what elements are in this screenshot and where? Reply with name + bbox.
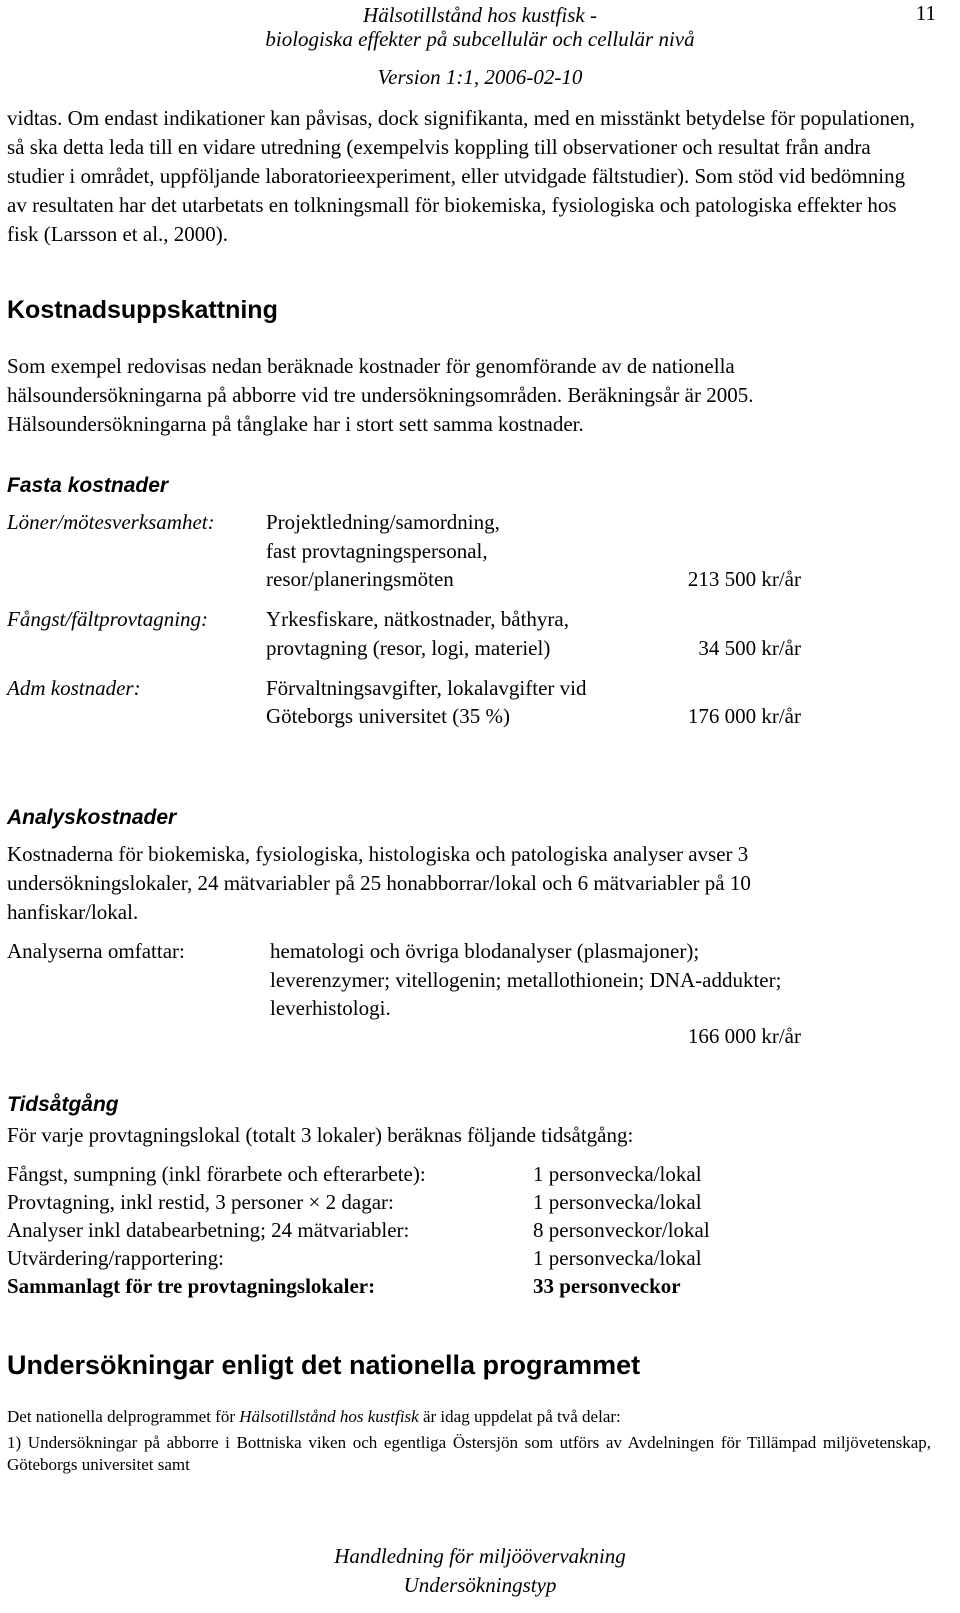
cost-label-fangst: Fångst/fältprovtagning: [7,607,209,631]
page-number: 11 [915,1,936,25]
heading-kostnadsuppskattning: Kostnadsuppskattning [7,296,278,324]
tid-value-2: 1 personvecka/lokal [533,1190,702,1214]
cost-desc-loner-2: fast provtagningspersonal, [266,539,488,563]
cost-amount-adm: 176 000 kr/år [687,704,801,728]
undersok-p1-italic: Hälsotillstånd hos kustfisk [239,1407,419,1426]
footer-line2: Undersökningstyp [403,1573,557,1597]
cost-amount-loner: 213 500 kr/år [687,567,801,591]
heading-analyskostnader: Analyskostnader [7,806,177,829]
cost-desc-fangst-1: Yrkesfiskare, nätkostnader, båthyra, [266,607,569,631]
header-version: Version 1:1, 2006-02-10 [377,65,583,89]
cost-desc-adm-2: Göteborgs universitet (35 %) [266,704,510,728]
cost-label-loner: Löner/mötesverksamhet: [7,510,215,534]
analys-amount: 166 000 kr/år [687,1024,801,1048]
tid-task-3: Analyser inkl databearbetning; 24 mätvariabler: [7,1218,410,1242]
undersok-p1-before: Det nationella delprogrammet för [7,1407,240,1426]
tid-task-4: Utvärdering/rapportering: [7,1246,224,1270]
cost-desc-adm-1: Förvaltningsavgifter, lokalavgifter vid [266,676,587,700]
tid-total-value: 33 personveckor [533,1274,681,1298]
tid-total-task: Sammanlagt för tre provtagningslokaler: [7,1274,376,1298]
cost-desc-loner-1: Projektledning/samordning, [266,510,500,534]
kostnad-paragraph: Som exempel redovisas nedan beräknade kostnader för genomförande av de nationella hälsoundersökningarna på abborre vid tre undersökningsområden. Beräkningsår är 2005. Hälsoundersökningarna på tånglake har i stort sett samma kostnader. [7,354,754,436]
heading-tidsatgang: Tidsåtgång [7,1093,119,1116]
tid-task-2: Provtagning, inkl restid, 3 personer × 2 dagar: [7,1190,394,1214]
undersok-paragraph-1 [7,1406,937,1428]
intro-paragraph: vidtas. Om endast indikationer kan påvisas, dock signifikanta, med en misstänkt betydelse för populationen, så ska detta leda till en vidare utredning (exempelvis koppling till observationer och resultat från andra studier i området, uppföljande laboratorieexperiment, eller utvidgade fältstudier). Som stöd vid bedömning av resultaten har det utarbetats en tolkningsmall för biokemiska, fysiologiska och patologiska effekter hos fisk (Larsson et al., 2000). [7,106,916,246]
header-title-line1: Hälsotillstånd hos kustfisk - [363,3,597,27]
analys-paragraph: Kostnaderna för biokemiska, fysiologiska, histologiska och patologiska analyser avser 3 undersökningslokaler, 24 mätvariabler på 25 honabborrar/lokal och 6 mätvariabler på 10 hanfiskar/lokal. [7,842,751,924]
analys-line-3: leverhistologi. [270,996,391,1020]
tid-task-1: Fångst, sumpning (inkl förarbete och efterarbete): [7,1162,426,1186]
cost-label-adm: Adm kostnader: [7,676,141,700]
undersok-paragraph-2: 1) Undersökningar på abborre i Bottniska viken och egentliga Östersjön som utförs av Avdelningen för Tillämpad miljövetenskap, Göteborgs universitet samt [7,1433,931,1474]
cost-amount-fangst: 34 500 kr/år [698,636,801,660]
analys-line-1: hematologi och övriga blodanalyser (plasmajoner); [270,939,700,963]
heading-undersokningar: Undersökningar enligt det nationella programmet [7,1350,641,1380]
cost-desc-loner-3: resor/planeringsmöten [266,567,454,591]
analys-line-2: leverenzymer; vitellogenin; metallothionein; DNA-addukter; [270,968,782,992]
tid-value-4: 1 personvecka/lokal [533,1246,702,1270]
header-title-line2: biologiska effekter på subcellulär och cellulär nivå [265,27,695,51]
tid-value-3: 8 personveckor/lokal [533,1218,710,1242]
tid-intro: För varje provtagningslokal (totalt 3 lokaler) beräknas följande tidsåtgång: [7,1123,634,1147]
heading-fasta-kostnader: Fasta kostnader [7,474,169,497]
footer-line1: Handledning för miljöövervakning [334,1544,626,1568]
tid-value-1: 1 personvecka/lokal [533,1162,702,1186]
analys-label: Analyserna omfattar: [7,939,185,963]
cost-desc-fangst-2: provtagning (resor, logi, materiel) [266,636,551,660]
undersok-p1-after: är idag uppdelat på två delar: [418,1407,621,1426]
